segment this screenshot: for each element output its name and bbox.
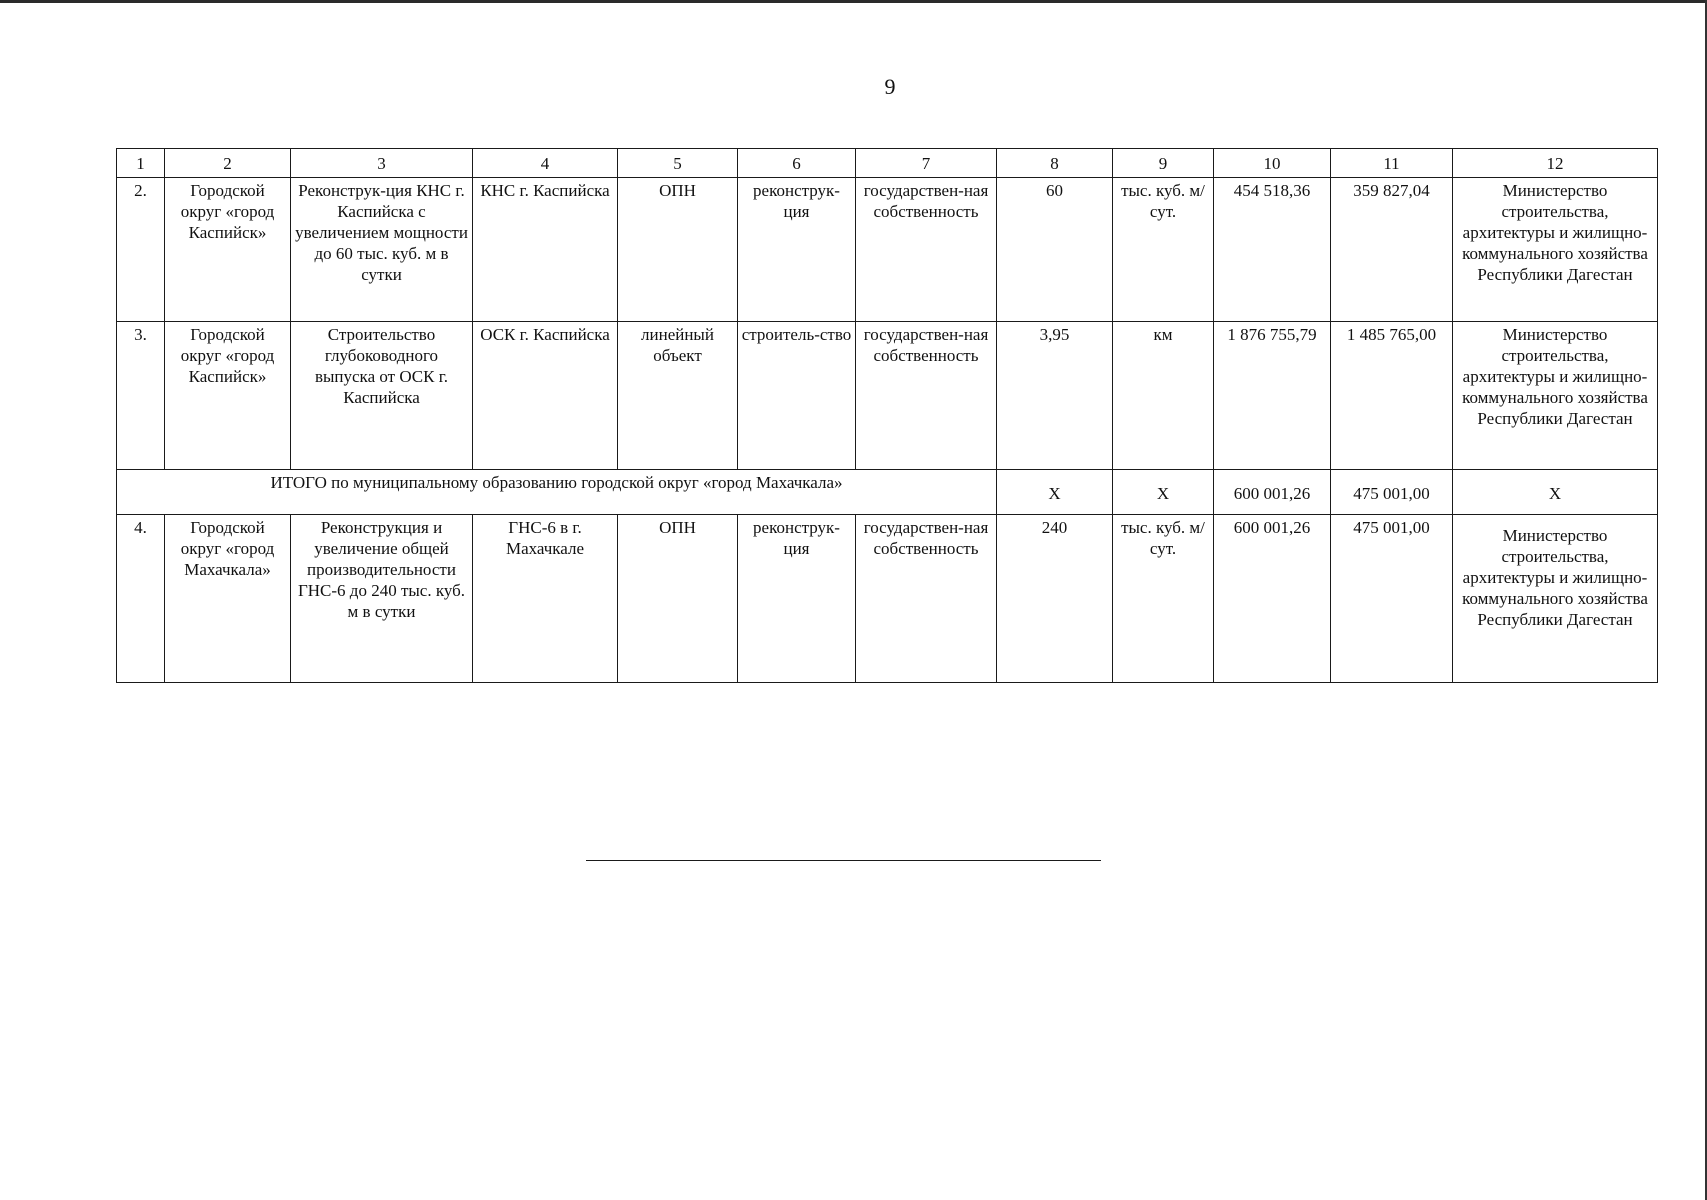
capacity-cell: 3,95	[997, 322, 1113, 470]
total-capacity: Х	[997, 470, 1113, 515]
measure-cell: Строительство глубоководного выпуска от ОСК г. Каспийска	[291, 322, 473, 470]
authority-cell: Министерство строительства, архитектуры и жилищно-коммунального хозяйства Республики Дагестан	[1453, 515, 1658, 683]
total-cost-budget: 475 001,00	[1331, 470, 1453, 515]
header-cell: 9	[1113, 149, 1214, 178]
table-header-row	[117, 149, 1658, 178]
district-cell: Городской округ «город Каспийск»	[165, 322, 291, 470]
row-number: 4.	[117, 515, 165, 683]
table-row	[117, 515, 1658, 683]
district-cell: Городской округ «город Каспийск»	[165, 178, 291, 322]
header-cell: 1	[117, 149, 165, 178]
measure-cell: Реконструк-ция КНС г. Каспийска с увеличением мощности до 60 тыс. куб. м в сутки	[291, 178, 473, 322]
header-cell: 12	[1453, 149, 1658, 178]
capacity-cell: 60	[997, 178, 1113, 322]
ownership-cell: государствен-ная собственность	[856, 322, 997, 470]
cost-total-cell: 454 518,36	[1214, 178, 1331, 322]
row-number: 2.	[117, 178, 165, 322]
data-table	[116, 148, 1658, 683]
total-authority: Х	[1453, 470, 1658, 515]
measure-cell: Реконструкция и увеличение общей производительности ГНС-6 до 240 тыс. куб. м в сутки	[291, 515, 473, 683]
total-unit: Х	[1113, 470, 1214, 515]
total-label: ИТОГО по муниципальному образованию городской округ «город Махачкала»	[117, 470, 997, 515]
cost-total-cell: 1 876 755,79	[1214, 322, 1331, 470]
object-type-cell: ОПН	[618, 178, 738, 322]
end-of-document-line	[586, 860, 1101, 861]
cost-total-cell: 600 001,26	[1214, 515, 1331, 683]
cost-budget-cell: 475 001,00	[1331, 515, 1453, 683]
work-type-cell: реконструк-ция	[738, 515, 856, 683]
authority-cell: Министерство строительства, архитектуры и жилищно-коммунального хозяйства Республики Дагестан	[1453, 178, 1658, 322]
object-type-cell: ОПН	[618, 515, 738, 683]
ownership-cell: государствен-ная собственность	[856, 515, 997, 683]
object-cell: ОСК г. Каспийска	[473, 322, 618, 470]
object-type-cell: линейный объект	[618, 322, 738, 470]
page-number: 9	[884, 74, 896, 99]
unit-cell: тыс. куб. м/сут.	[1113, 178, 1214, 322]
ownership-cell: государствен-ная собственность	[856, 178, 997, 322]
header-cell: 10	[1214, 149, 1331, 178]
total-row	[117, 470, 1658, 515]
work-type-cell: строитель-ство	[738, 322, 856, 470]
authority-cell: Министерство строительства, архитектуры и жилищно-коммунального хозяйства Республики Дагестан	[1453, 322, 1658, 470]
header-cell: 5	[618, 149, 738, 178]
header-cell: 2	[165, 149, 291, 178]
header-cell: 4	[473, 149, 618, 178]
object-cell: КНС г. Каспийска	[473, 178, 618, 322]
unit-cell: тыс. куб. м/сут.	[1113, 515, 1214, 683]
work-type-cell: реконструк-ция	[738, 178, 856, 322]
cost-budget-cell: 359 827,04	[1331, 178, 1453, 322]
header-cell: 11	[1331, 149, 1453, 178]
header-cell: 7	[856, 149, 997, 178]
scan-edge-top	[0, 0, 1707, 3]
object-cell: ГНС-6 в г. Махачкале	[473, 515, 618, 683]
cost-budget-cell: 1 485 765,00	[1331, 322, 1453, 470]
header-cell: 6	[738, 149, 856, 178]
unit-cell: км	[1113, 322, 1214, 470]
header-cell: 8	[997, 149, 1113, 178]
district-cell: Городской округ «город Махачкала»	[165, 515, 291, 683]
table-row	[117, 178, 1658, 322]
row-number: 3.	[117, 322, 165, 470]
total-cost-total: 600 001,26	[1214, 470, 1331, 515]
table-row	[117, 322, 1658, 470]
header-cell: 3	[291, 149, 473, 178]
capacity-cell: 240	[997, 515, 1113, 683]
